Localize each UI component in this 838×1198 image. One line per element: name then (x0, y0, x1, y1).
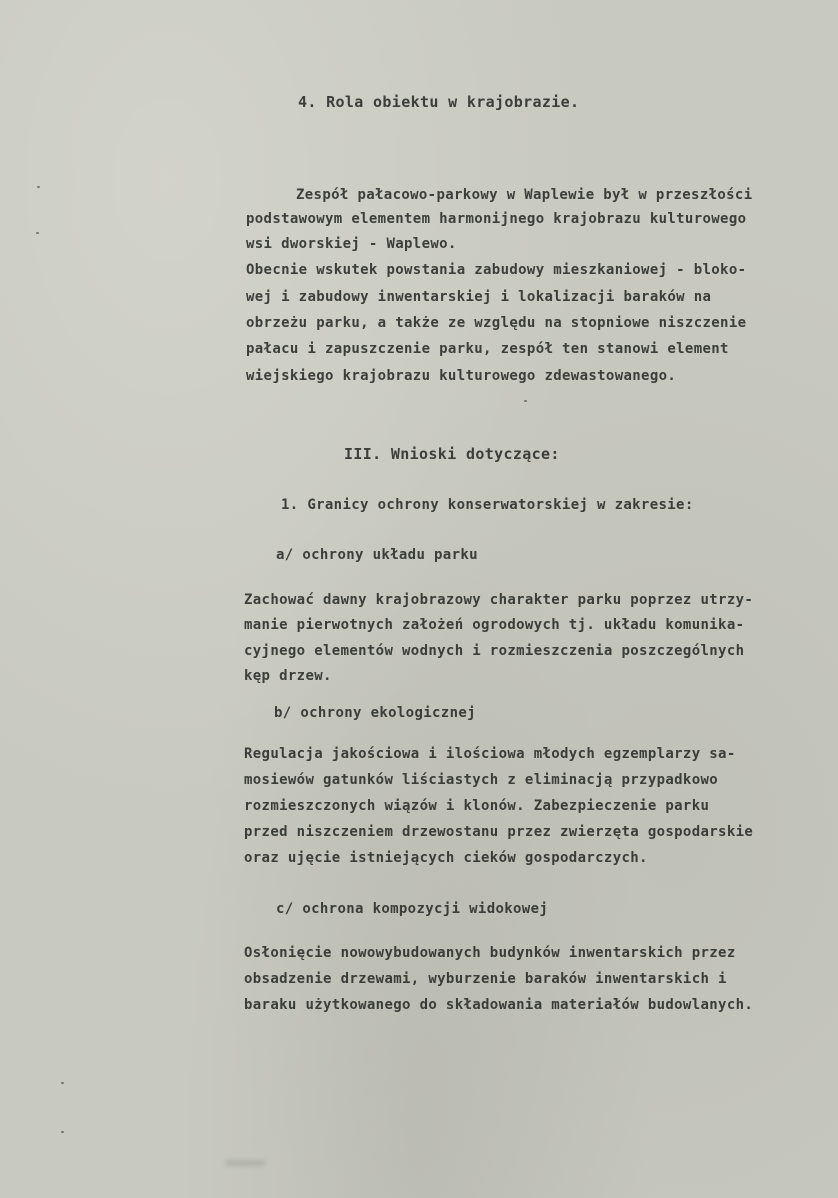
paper-smudge (225, 1160, 265, 1166)
paragraph-line: baraku użytkowanego do składowania materiałów budowlanych. (244, 997, 754, 1013)
paragraph-line: podstawowym elementem harmonijnego krajobrazu kulturowego (246, 211, 747, 227)
paragraph-line: manie pierwotnych założeń ogrodowych tj. układu komunika- (244, 617, 745, 633)
section-4-heading: 4. Rola obiektu w krajobrazie. (298, 93, 580, 111)
item-c-label: c/ ochrona kompozycji widokowej (276, 901, 549, 917)
paragraph-line: kęp drzew. (244, 668, 332, 684)
paragraph-line: obrzeżu parku, a także ze względu na stopniowe niszczenie (246, 315, 747, 331)
paragraph-line: pałacu i zapuszczenie parku, zespół ten stanowi element (246, 341, 729, 357)
paragraph-line: oraz ujęcie istniejących cieków gospodarczych. (244, 850, 648, 866)
item-b-label: b/ ochrony ekologicznej (274, 705, 476, 721)
margin-dot (61, 1082, 64, 1084)
paragraph-line: Osłonięcie nowowybudowanych budynków inwentarskich przez (244, 945, 736, 961)
paragraph-line: wej i zabudowy inwentarskiej i lokalizacji baraków na (246, 289, 712, 305)
paragraph-line: cyjnego elementów wodnych i rozmieszczenia poszczególnych (244, 643, 745, 659)
margin-dot (37, 186, 40, 188)
paragraph-line: mosiewów gatunków liściastych z eliminacją przypadkowo (244, 772, 719, 788)
item-a-label: a/ ochrony układu parku (276, 547, 478, 563)
margin-dot (36, 232, 39, 234)
margin-dot (61, 1131, 64, 1133)
section-III-subheading: 1. Granicy ochrony konserwatorskiej w zakresie: (281, 497, 694, 513)
paragraph-line: Obecnie wskutek powstania zabudowy mieszkaniowej - bloko- (246, 262, 747, 278)
paragraph-line: rozmieszczonych wiązów i klonów. Zabezpieczenie parku (244, 798, 710, 814)
paragraph-line: obsadzenie drzewami, wyburzenie baraków inwentarskich i (244, 971, 727, 987)
section-III-heading: III. Wnioski dotyczące: (344, 445, 560, 463)
paragraph-line: Zachować dawny krajobrazowy charakter parku poprzez utrzy- (244, 592, 754, 608)
paragraph-line: wsi dworskiej - Waplewo. (246, 236, 457, 252)
paragraph-line: Zespół pałacowo-parkowy w Waplewie był w przeszłości (296, 187, 753, 203)
paragraph-line: przed niszczeniem drzewostanu przez zwierzęta gospodarskie (244, 824, 754, 840)
paragraph-line: Regulacja jakościowa i ilościowa młodych egzemplarzy sa- (244, 746, 736, 762)
paragraph-line: wiejskiego krajobrazu kulturowego zdewastowanego. (246, 368, 677, 384)
margin-dot (524, 400, 527, 402)
